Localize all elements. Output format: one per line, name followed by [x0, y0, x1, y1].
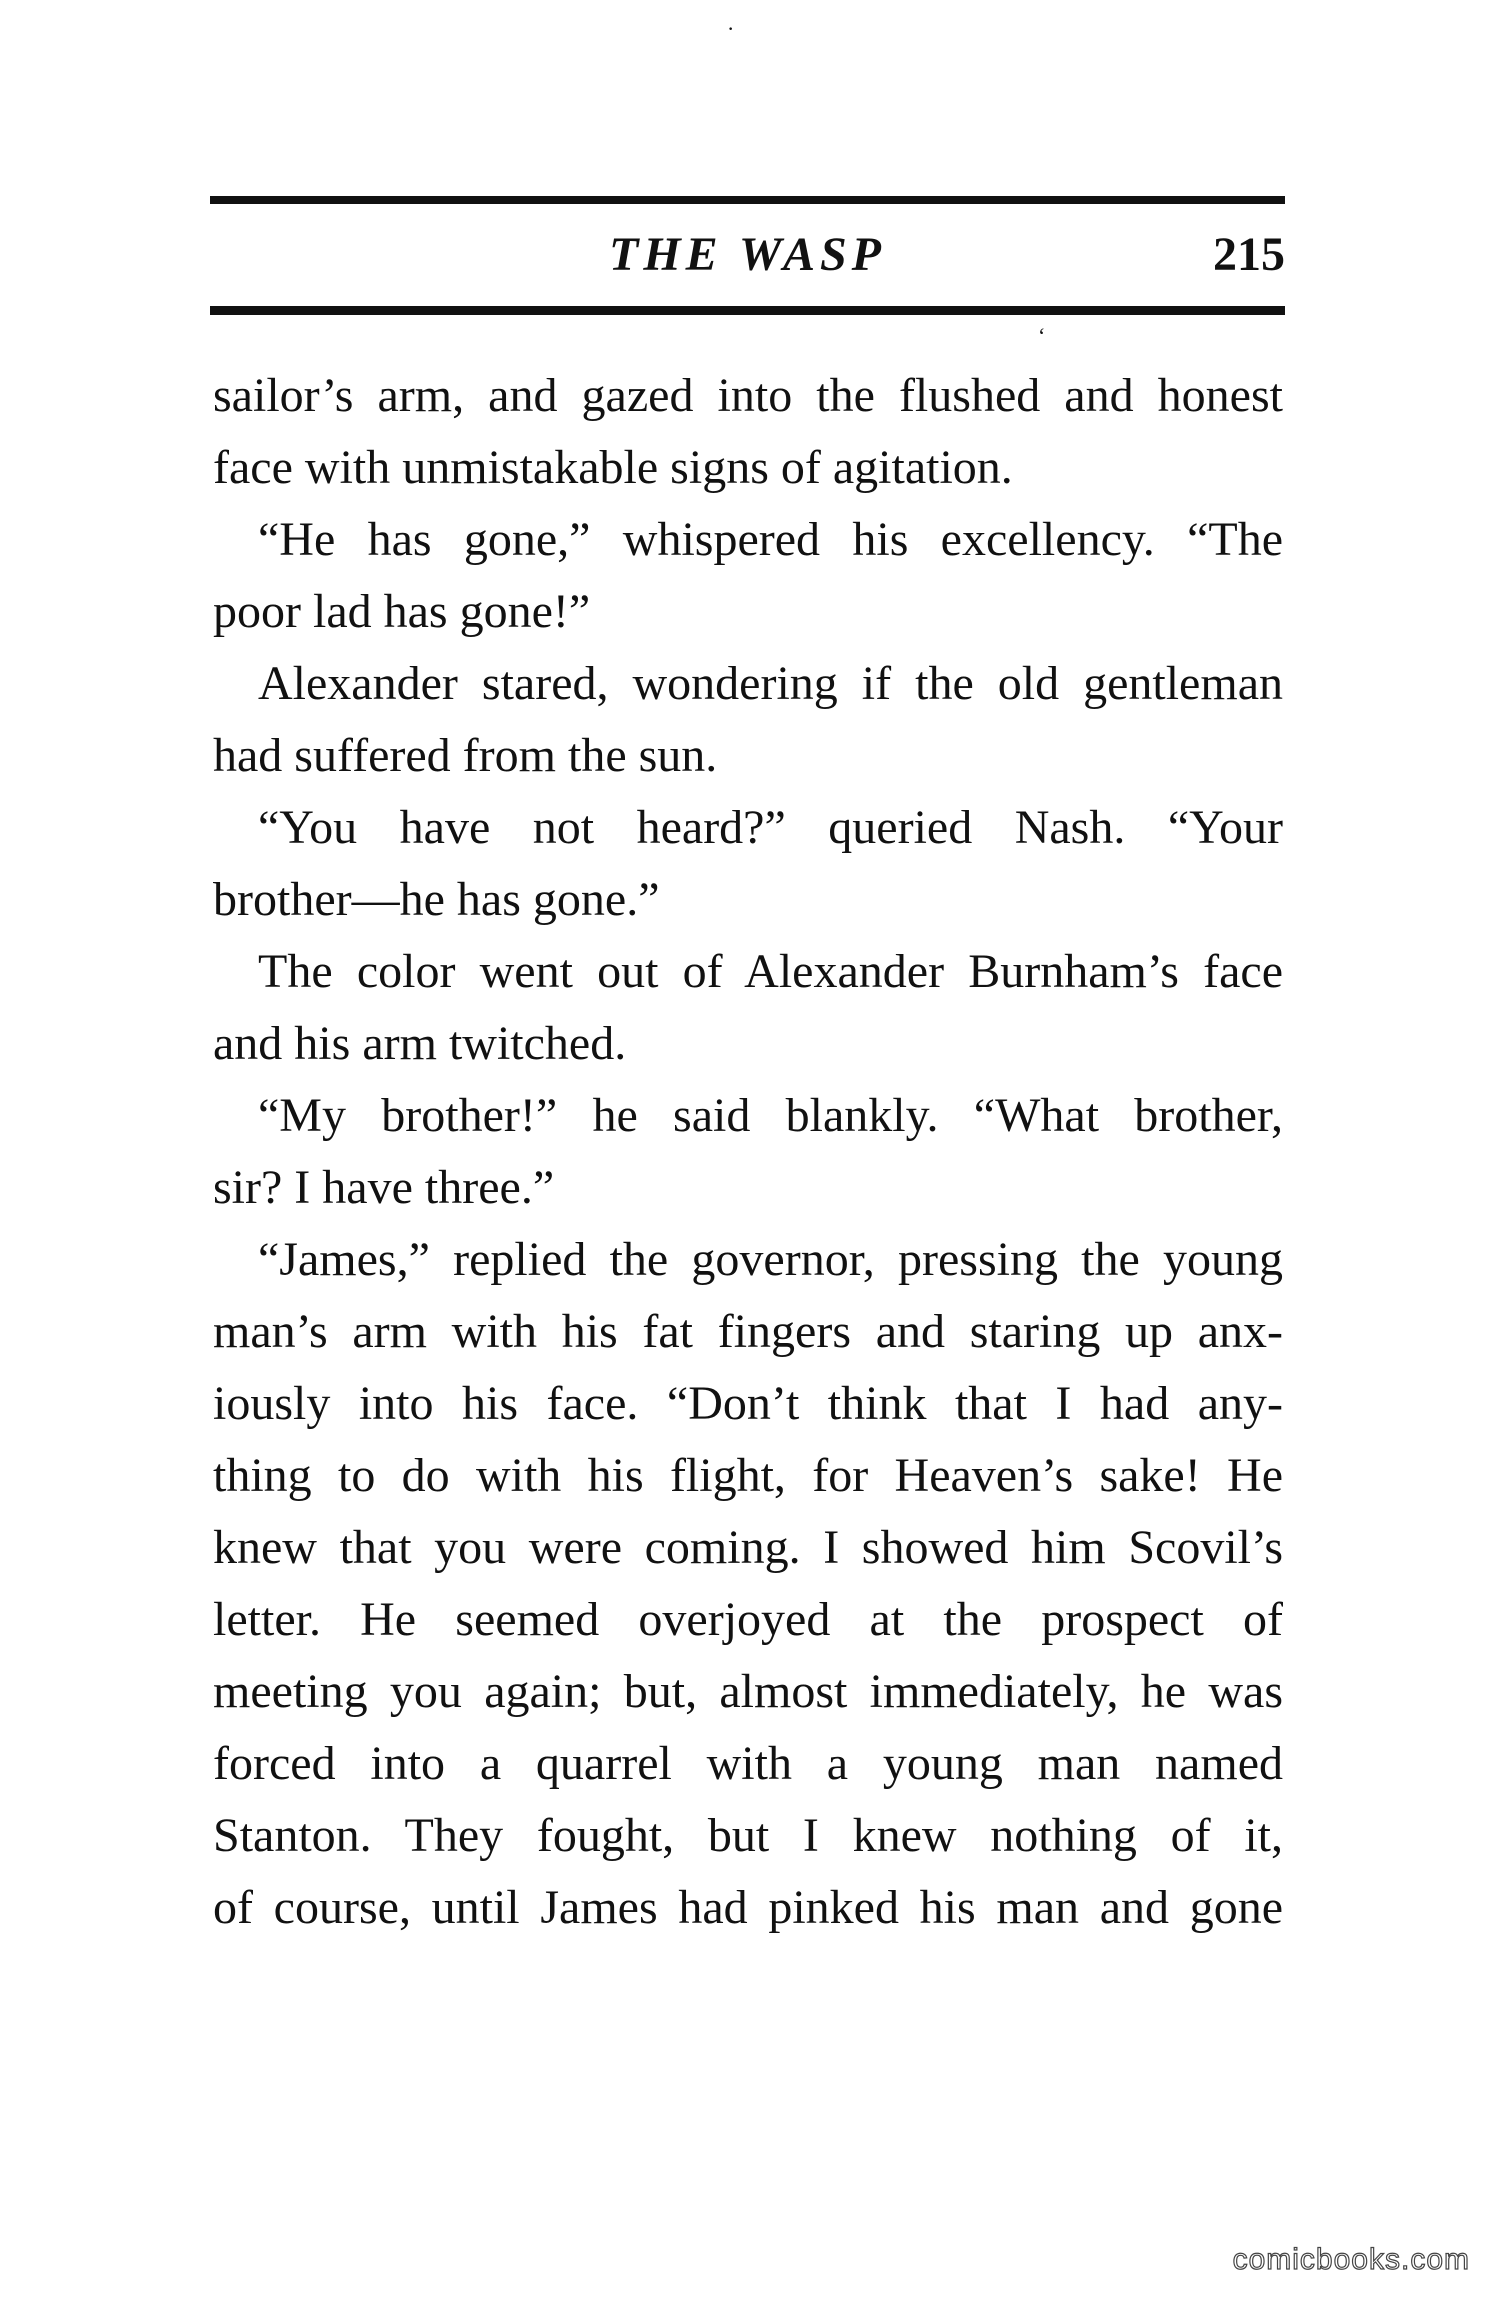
- text-line: face with unmistakable signs of agitation.: [213, 441, 1013, 494]
- text-line: man’s arm with his fat fingers and staring up anx-: [213, 1305, 1283, 1358]
- text-line: “James,” replied the governor, pressing the young: [258, 1233, 1283, 1286]
- text-line: “You have not heard?” queried Nash. “Your: [258, 801, 1283, 854]
- ink-speck-under-rule: ‘: [1038, 323, 1046, 348]
- text-line: meeting you again; but, almost immediately, he was: [213, 1665, 1283, 1718]
- text-line: letter. He seemed overjoyed at the prospect of: [213, 1593, 1283, 1646]
- text-line: poor lad has gone!”: [213, 585, 591, 638]
- text-line: sailor’s arm, and gazed into the flushed and honest: [213, 369, 1283, 422]
- text-line: “My brother!” he said blankly. “What brother,: [258, 1089, 1283, 1142]
- running-head: [210, 225, 1285, 285]
- text-line: thing to do with his flight, for Heaven’s sake! He: [213, 1449, 1283, 1502]
- text-line: Stanton. They fought, but I knew nothing of it,: [213, 1809, 1283, 1862]
- text-line: knew that you were coming. I showed him Scovil’s: [213, 1521, 1283, 1574]
- body-text: [213, 360, 1283, 1944]
- text-line: forced into a quarrel with a young man named: [213, 1737, 1283, 1790]
- text-line: of course, until James had pinked his man and gone: [213, 1881, 1283, 1934]
- text-line: and his arm twitched.: [213, 1017, 627, 1070]
- text-line: iously into his face. “Don’t think that I had any-: [213, 1377, 1283, 1430]
- text-line: Alexander stared, wondering if the old gentleman: [258, 657, 1283, 710]
- page-number: 215: [1213, 228, 1285, 281]
- text-line: had suffered from the sun.: [213, 729, 718, 782]
- watermark: comicbooks.com: [1232, 2243, 1470, 2276]
- ink-speck-top: ·: [727, 16, 735, 41]
- running-title: THE WASP: [609, 228, 886, 281]
- text-line: sir? I have three.”: [213, 1161, 555, 1214]
- header-rule-bottom: [210, 306, 1285, 315]
- header-rule-top: [210, 196, 1285, 204]
- text-line: The color went out of Alexander Burnham’s face: [258, 945, 1283, 998]
- text-line: “He has gone,” whispered his excellency. “The: [258, 513, 1283, 566]
- text-line: brother—he has gone.”: [213, 873, 660, 926]
